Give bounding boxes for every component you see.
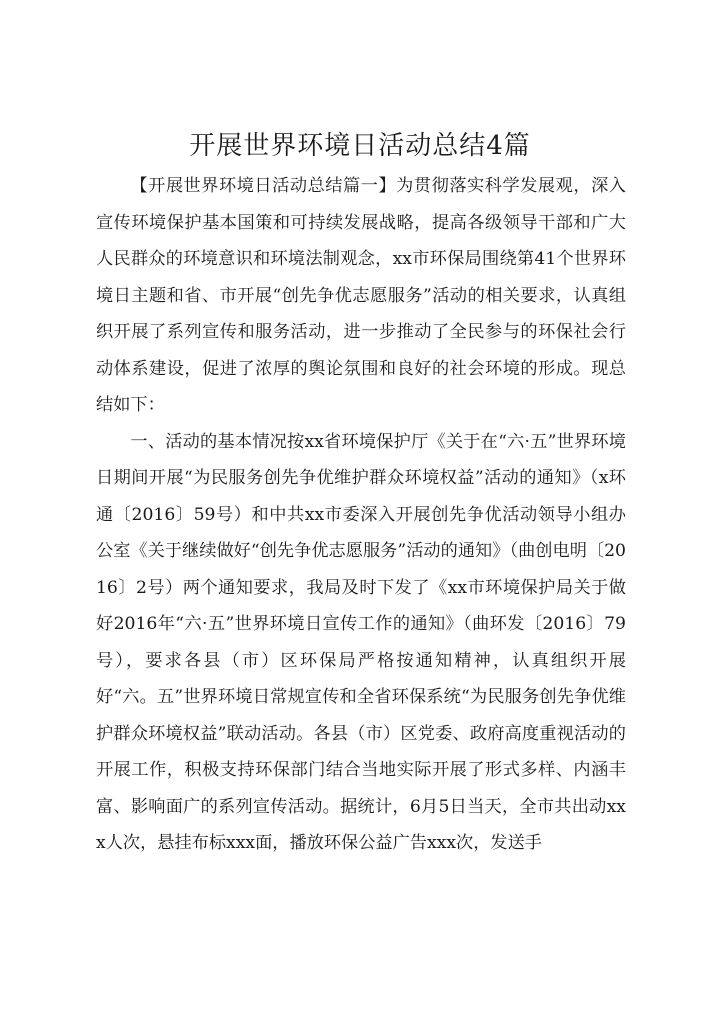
document-title: 开展世界环境日活动总结4篇 — [189, 131, 531, 161]
document-body — [96, 168, 626, 862]
paragraph-section-one: 一、活动的基本情况按xx省环境保护厅《关于在“六·五”世界环境日期间开展“为民服务创先争优维护群众环境权益”活动的通知》（x环通〔2016〕59号）和中共xx市委深入开展创先争优活动领导小组办公室《关于继续做好“创先争优志愿服务”活动的通知》（曲创电明〔2016〕2号）两个通知要求，我局及时下发了《xx市环境保护局关于做好2016年“六·五”世界环境日宣传工作的通知》（曲环发〔2016〕79号），要求各县（市）区环保局严格按通知精神，认真组织开展好“六。五”世界环境日常规宣传和全省环保系统“为民服务创先争优维护群众环境权益”联动活动。各县（市）区党委、政府高度重视活动的开展工作，积极支持环保部门结合当地实际开展了形式多样、内涵丰富、影响面广的系列宣传活动。据统计，6月5日当天，全市共出动xxx人次，悬挂布标xxx面，播放环保公益广告xxx次，发送手 — [96, 431, 626, 853]
paragraph-intro: 【开展世界环境日活动总结篇一】为贯彻落实科学发展观，深入宣传环境保护基本国策和可持续发展战略，提高各级领导干部和广大人民群众的环境意识和环境法制观念，xx市环保局围绕第41个世界环境日主题和省、市开展“创先争优志愿服务”活动的相关要求，认真组织开展了系列宣传和服务活动，进一步推动了全民参与的环保社会行动体系建设，促进了浓厚的舆论氛围和良好的社会环境的形成。现总结如下： — [96, 176, 626, 415]
